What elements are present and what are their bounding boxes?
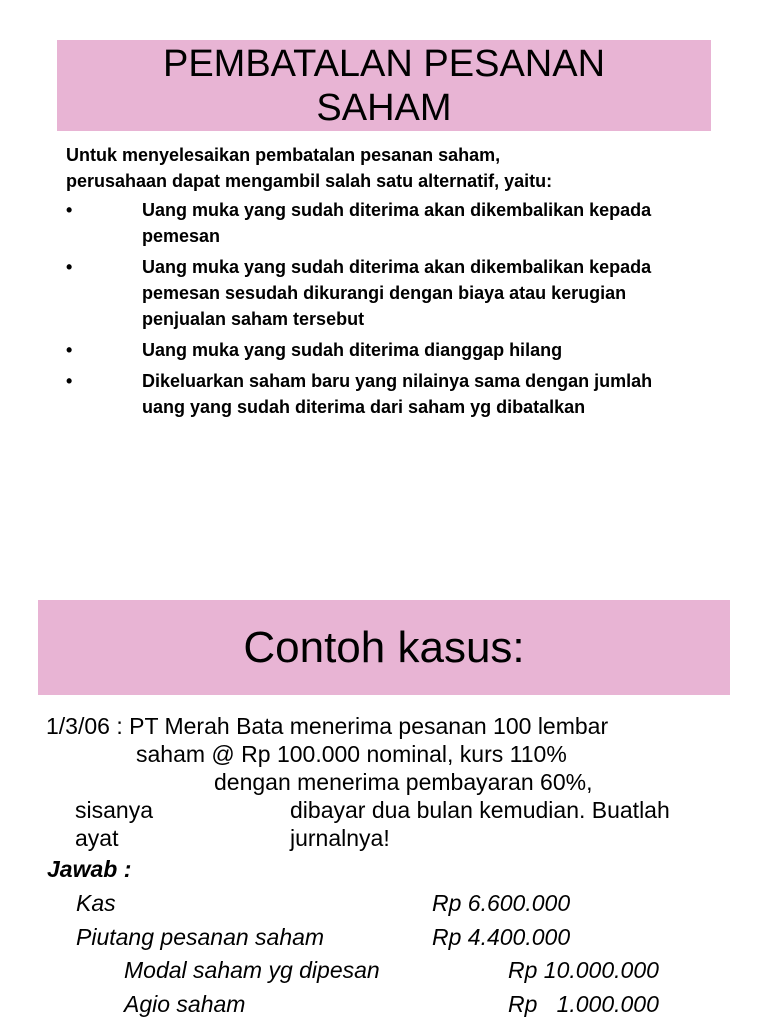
list-item-text: Uang muka yang sudah diterima dianggap hilang [142, 340, 563, 360]
list-item-text: Uang muka yang sudah diterima akan dikembalikan kepada pemesan sesudah dikurangi dengan biaya atau kerugian penjualan saham tersebut [142, 257, 652, 329]
case-line-4b: dibayar dua bulan kemudian. Buatlah [290, 797, 670, 823]
alternatives-list [66, 197, 706, 425]
intro-line-1: Untuk menyelesaikan pembatalan pesanan saham, [66, 145, 501, 165]
list-item-text: Uang muka yang sudah diterima akan dikembalikan kepada pemesan [142, 200, 652, 246]
intro-text [66, 142, 706, 194]
case-line-2: saham @ Rp 100.000 nominal, kurs 110% [136, 741, 567, 767]
journal-account: Agio saham [124, 991, 246, 1017]
list-item [66, 254, 706, 332]
list-item [66, 197, 706, 249]
journal-account: Piutang pesanan saham [76, 924, 325, 950]
title-banner [57, 40, 711, 131]
bullet-icon: • [66, 340, 73, 360]
case-line-1: 1/3/06 : PT Merah Bata menerima pesanan 100 lembar [46, 713, 609, 739]
case-banner [38, 600, 730, 695]
journal-account: Kas [76, 890, 116, 916]
journal-amount: Rp 6.600.000 [432, 890, 571, 916]
list-item [66, 368, 706, 420]
bullet-icon: • [66, 257, 73, 277]
journal-amount: Rp 10.000.000 [508, 957, 659, 983]
case-line-5b: jurnalnya! [290, 825, 390, 851]
journal-amount: Rp 4.400.000 [432, 924, 571, 950]
list-item-text: Dikeluarkan saham baru yang nilainya sama dengan jumlah uang yang sudah diterima dari saham yg dibatalkan [142, 371, 653, 417]
case-line-4a: sisanya [75, 797, 153, 823]
list-item [66, 337, 706, 363]
intro-line-2: perusahaan dapat mengambil salah satu alternatif, yaitu: [66, 171, 553, 191]
answer-label: Jawab : [47, 856, 132, 882]
bullet-icon: • [66, 200, 73, 220]
case-line-3: dengan menerima pembayaran 60%, [214, 769, 593, 795]
journal-account: Modal saham yg dipesan [124, 957, 380, 983]
journal-amount: Rp 1.000.000 [508, 991, 659, 1017]
case-line-5a: ayat [75, 825, 119, 851]
case-title: Contoh kasus: [243, 622, 525, 672]
page-title: PEMBATALAN PESANAN SAHAM [162, 42, 606, 129]
bullet-icon: • [66, 371, 73, 391]
